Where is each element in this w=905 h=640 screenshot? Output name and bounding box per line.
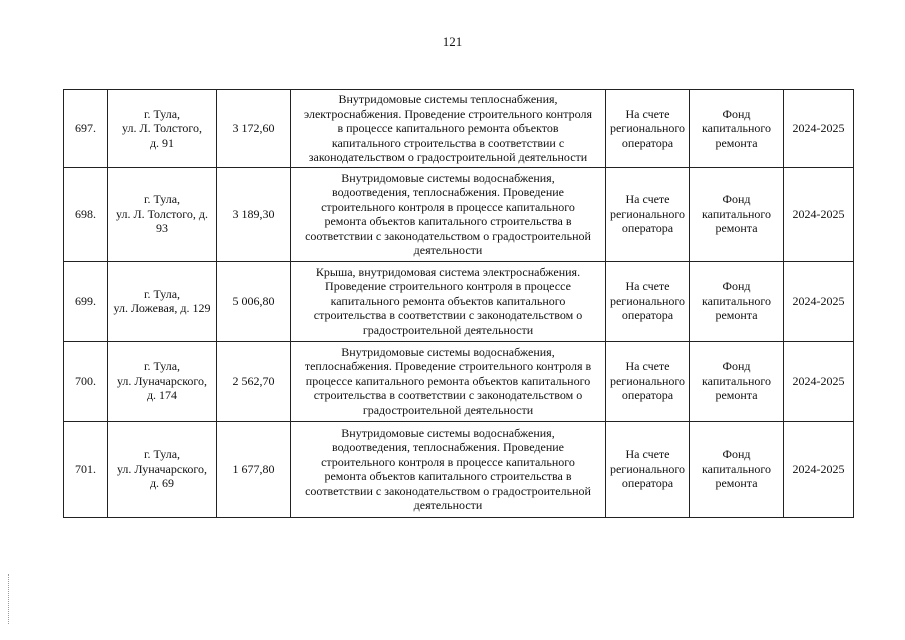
row-number: 699. (64, 261, 108, 341)
row-work-description: Внутридомовые системы водоснабжения, водоотведения, теплоснабжения. Проведение строительного контроля в процессе капитального ремонта объектов капитального строительства в соответствии с законодательством о градостроительной деятельности (291, 167, 606, 261)
table-row (64, 341, 854, 421)
row-period: 2024-2025 (784, 421, 854, 517)
row-fund: Фонд капитального ремонта (690, 167, 784, 261)
table-body (64, 90, 854, 518)
row-address: г. Тула, ул. Луначарского, д. 174 (108, 341, 217, 421)
row-work-description: Внутридомовые системы водоснабжения, теплоснабжения. Проведение строительного контроля в процессе капитального ремонта объектов капитального строительства в соответствии с законодательством о градостроительной деятельности (291, 341, 606, 421)
row-address: г. Тула, ул. Ложевая, д. 129 (108, 261, 217, 341)
table-row (64, 167, 854, 261)
row-work-description: Внутридомовые системы теплоснабжения, электроснабжения. Проведение строительного контроля в процессе капитального ремонта объектов капитального строительства в соответствии с законодательством о градостроительной деятельности (291, 90, 606, 168)
capital-repair-table (63, 89, 854, 518)
table-row (64, 90, 854, 168)
row-period: 2024-2025 (784, 341, 854, 421)
row-owner: На счете регионального оператора (606, 341, 690, 421)
row-area: 5 006,80 (217, 261, 291, 341)
row-owner: На счете регионального оператора (606, 90, 690, 168)
row-fund: Фонд капитального ремонта (690, 261, 784, 341)
row-owner: На счете регионального оператора (606, 421, 690, 517)
row-owner: На счете регионального оператора (606, 261, 690, 341)
row-fund: Фонд капитального ремонта (690, 421, 784, 517)
table-row (64, 261, 854, 341)
row-number: 697. (64, 90, 108, 168)
row-owner: На счете регионального оператора (606, 167, 690, 261)
row-period: 2024-2025 (784, 167, 854, 261)
table-row (64, 421, 854, 517)
row-address: г. Тула, ул. Л. Толстого, д. 93 (108, 167, 217, 261)
row-number: 700. (64, 341, 108, 421)
row-area: 3 172,60 (217, 90, 291, 168)
row-address: г. Тула, ул. Луначарского, д. 69 (108, 421, 217, 517)
row-area: 2 562,70 (217, 341, 291, 421)
row-area: 1 677,80 (217, 421, 291, 517)
row-work-description: Внутридомовые системы водоснабжения, водоотведения, теплоснабжения. Проведение строительного контроля в процессе капитального ремонта объектов капитального строительства в соответствии с законодательством о градостроительной деятельности (291, 421, 606, 517)
row-period: 2024-2025 (784, 261, 854, 341)
row-area: 3 189,30 (217, 167, 291, 261)
row-fund: Фонд капитального ремонта (690, 90, 784, 168)
row-number: 701. (64, 421, 108, 517)
row-work-description: Крыша, внутридомовая система электроснабжения. Проведение строительного контроля в процессе капитального ремонта объектов капитального строительства в соответствии с законодательством о градостроительной деятельности (291, 261, 606, 341)
row-address: г. Тула, ул. Л. Толстого, д. 91 (108, 90, 217, 168)
row-fund: Фонд капитального ремонта (690, 341, 784, 421)
scan-margin-mark (8, 574, 9, 624)
row-period: 2024-2025 (784, 90, 854, 168)
page-number: 121 (442, 34, 463, 49)
row-number: 698. (64, 167, 108, 261)
